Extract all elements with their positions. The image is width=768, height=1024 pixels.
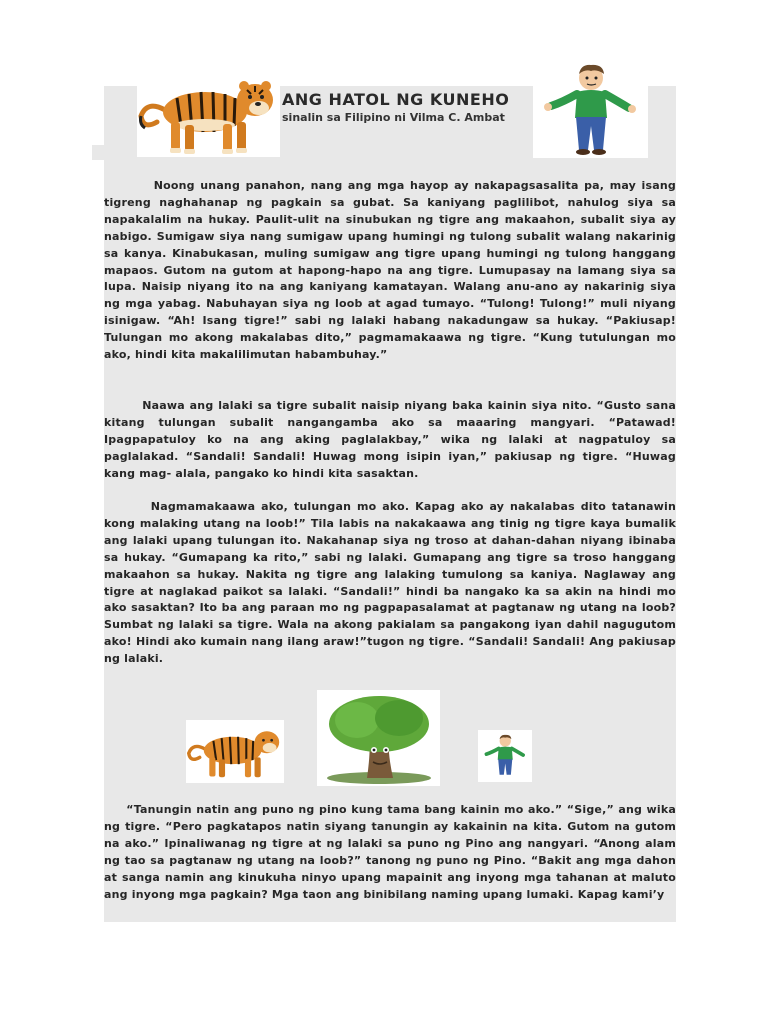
man-icon (478, 730, 532, 782)
tiger-image-middle (186, 720, 284, 783)
man-image-middle (478, 730, 532, 782)
paragraph-2: Naawa ang lalaki sa tigre subalit naisip niyang baka kainin siya nito. “Gusto sana kitang tulungan subalit nangangamba ako sa maaaring mangyari. “Patawad! Ipagpapatuloy ko na ang aking paglalakbay,” wika ng lalaki at nagpatuloy sa paglalakad. “Sandali! Sandali! Huwag mong isipin iyan,” pakiusap ng tigre. “Huwag kang mag- alala, pangako ko hindi kita sasaktan. (104, 399, 676, 480)
tiger-icon (186, 720, 284, 783)
document-subtitle: sinalin sa Filipino ni Vilma C. Ambat (282, 111, 505, 124)
paragraph-3: Nagmamakaawa ako, tulungan mo ako. Kapag ako ay nakalabas dito tatanawin kong malaking utang na loob!” Tila labis na nakakaawa ang tinig ng tigre kaya bumalik ang lalaki upang tulungan ito. Nakahanap siya ng troso at dahan-dahan niyang ibinaba sa hukay. “Gumapang ka rito,” sabi ng lalaki. Gumapang ang tigre sa troso hanggang makaahon sa hukay. Nakita ng tigre ang lalaking tumulong sa kaniya. Naglaway ang tigre at naglakad paikot sa lalaki. “Sandali!” hindi ba nangako ka sa akin na hindi mo ako sasaktan? Ito ba ang paraan mo ng pagpapasalamat at pagtanaw ng utang na loob? Sumbat ng lalaki sa tigre. Wala na akong pakialam sa pangakong iyan dahil nagugutom ako! Hindi ako kumain nang ilang araw!”tugon ng tigre. “Sandali! Sandali! Ang pakiusap ng lalaki. (104, 500, 676, 666)
man-image-top (533, 62, 648, 158)
tiger-image-top (137, 70, 280, 157)
document-title: ANG HATOL NG KUNEHO (282, 90, 510, 109)
man-icon (533, 62, 648, 158)
paragraph-1: Noong unang panahon, nang ang mga hayop ay nakapagsasalita pa, may isang tigreng naghahanap ng pagkain sa gubat. Sa kaniyang paglilibot, nahulog siya sa napakalalim na hukay. Paulit-ulit na sinubukan ng tigre ang makaahon, subalit siya ay nabigo. Sumigaw siya nang sumigaw upang humingi ng tulong subalit walang nakarinig sa kanya. Kinabukasan, muling sumigaw ang tigre upang humingi ng tulong hanggang mapaos. Gutom na gutom at hapong-hapo na ang tigre. Lumupasay na lamang siya sa lupa. Naisip niyang ito na ang kaniyang kamatayan. Walang anu-ano ay nakarinig siya ng mga yabag. Nabuhayan siya ng loob at agad tumayo. “Tulong! Tulong!” muli niyang isinigaw. “Ah! Isang tigre!” sabi ng lalaki habang nakadungaw sa hukay. “Pakiusap! Tulungan mo akong makalabas dito,” pagmamakaawa ng tigre. “Kung tutulungan mo ako, hindi kita makalilimutan habambuhay.” (104, 179, 676, 362)
tiger-icon (137, 70, 280, 157)
tree-icon (317, 690, 440, 786)
tree-image-middle (317, 690, 440, 786)
header-gap-strip (92, 160, 104, 176)
paragraph-4: “Tanungin natin ang puno ng pino kung tama bang kainin mo ako.” “Sige,” ang wika ng tigre. “Pero pagkatapos natin siyang tanungin ay kakainin na kita. Gutom na gutom na ako.” Ipinaliwanag ng tigre at ng lalaki sa puno ng Pino ang nangyari. “Anong alam ng tao sa pagtanaw ng utang na loob?” tanong ng puno ng Pino. “Bakit ang mga dahon at sanga namin ang kinukuha ninyo upang mapainit ang inyong mga tahanan at maluto ang inyong mga pagkain? Mga taon ang binibilang naming upang lumaki. Kapag kami’y (104, 803, 676, 901)
header-strip (92, 145, 140, 160)
